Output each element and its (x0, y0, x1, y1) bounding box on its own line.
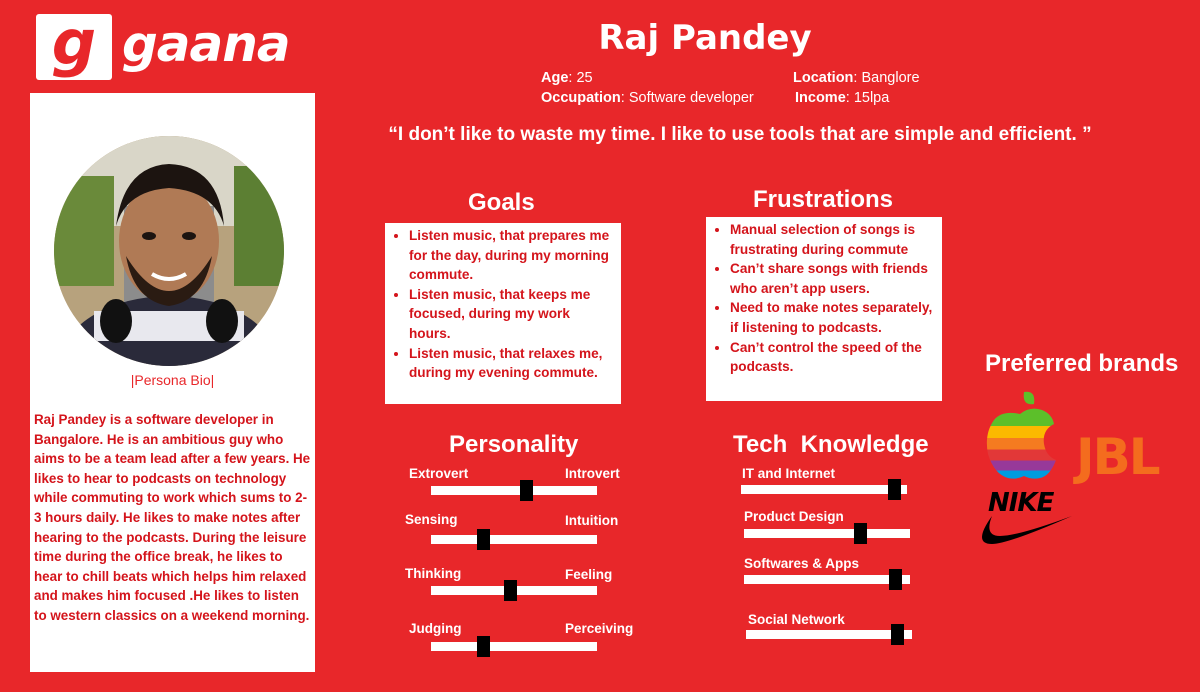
logo-letter: g (51, 6, 97, 79)
frustrations-card (706, 217, 942, 401)
bio-text: Raj Pandey is a software developer in Bangalore. He is an ambitious guy who aims to be a team lead after a few years. He likes to hear to podcasts on technology while commuting to work which sums to 2-3 hours daily. He likes to make notes after hearing to the podcasts. During the leisure time during the office break, he likes to hear to chill beats which helps him relaxed and makes him focused .He likes to listen to western classics on a weekend morning. (34, 412, 311, 623)
goals-card (385, 223, 621, 404)
tech-label: IT and Internet (742, 466, 836, 481)
frustration-item: • Can’t control the speed of the podcasts. (730, 338, 938, 377)
tech-slider-track (744, 529, 910, 538)
scale-right-label: Perceiving (565, 621, 634, 636)
age-value: 25 (576, 70, 593, 86)
persona-name: Raj Pandey (598, 18, 812, 58)
location-label: Location (793, 70, 854, 86)
swoosh-icon (978, 510, 1074, 550)
occupation-value: Software developer (628, 90, 754, 106)
tech-slider-track (746, 630, 912, 639)
personality-slider-track (431, 535, 597, 544)
personality-title: Personality (449, 431, 579, 458)
goal-item: • Listen music, that keeps me focused, during my work hours. (409, 285, 615, 344)
occupation-label: Occupation (541, 90, 621, 106)
tech-label: Product Design (744, 509, 844, 524)
occupation-row: Occupation: Software developer (541, 90, 754, 106)
tech-label: Social Network (748, 612, 845, 627)
personality-slider-track (431, 586, 597, 595)
personality-slider-knob[interactable] (520, 480, 533, 501)
personality-slider-knob[interactable] (477, 529, 490, 550)
brands-title: Preferred brands (985, 350, 1179, 377)
personality-slider-track (431, 642, 597, 651)
age-label: Age (541, 70, 569, 86)
income-label: Income (795, 90, 846, 106)
frustration-item: • Can’t share songs with friends who aren’t app users. (730, 259, 938, 298)
income-value: 15lpa (853, 90, 890, 106)
tech-slider-knob[interactable] (854, 523, 867, 544)
tech-slider-knob[interactable] (889, 569, 902, 590)
scale-left-label: Judging (409, 621, 462, 636)
nike-wordmark: NIKE (988, 488, 1054, 518)
apple-logo-icon (984, 390, 1058, 485)
frustration-item: • Manual selection of songs is frustrating during commute (730, 220, 938, 259)
scale-left-label: Thinking (405, 566, 462, 581)
scale-right-label: Introvert (565, 466, 620, 481)
avatar (54, 136, 284, 366)
age-row: Age: 25 (541, 70, 593, 86)
tech-title: Tech Knowledge (733, 431, 929, 458)
jbl-logo: JBL (1076, 428, 1159, 486)
income-row: Income: 15lpa (795, 90, 890, 106)
scale-right-label: Intuition (565, 513, 619, 528)
tech-slider-knob[interactable] (891, 624, 904, 645)
tech-label: Softwares & Apps (744, 556, 860, 571)
personality-slider-track (431, 486, 597, 495)
scale-left-label: Sensing (405, 512, 458, 527)
location-row: Location: Banglore (793, 70, 920, 86)
tech-slider-track (741, 485, 907, 494)
goals-title: Goals (468, 189, 535, 216)
frustration-item: • Need to make notes separately, if listening to podcasts. (730, 298, 938, 337)
goal-item: • Listen music, that prepares me for the day, during my morning commute. (409, 226, 615, 285)
scale-right-label: Feeling (565, 567, 613, 582)
persona-quote: “I don’t like to waste my time. I like to use tools that are simple and efficient. ” (388, 124, 1092, 145)
frustrations-title: Frustrations (753, 186, 894, 213)
personality-slider-knob[interactable] (504, 580, 517, 601)
bio-heading: |Persona Bio| (130, 372, 215, 388)
goal-item: • Listen music, that relaxes me, during my evening commute. (409, 344, 615, 383)
scale-left-label: Extrovert (409, 466, 469, 481)
personality-slider-knob[interactable] (477, 636, 490, 657)
logo-wordmark: gaana (122, 15, 290, 73)
tech-slider-track (744, 575, 910, 584)
location-value: Banglore (861, 70, 920, 86)
tech-slider-knob[interactable] (888, 479, 901, 500)
